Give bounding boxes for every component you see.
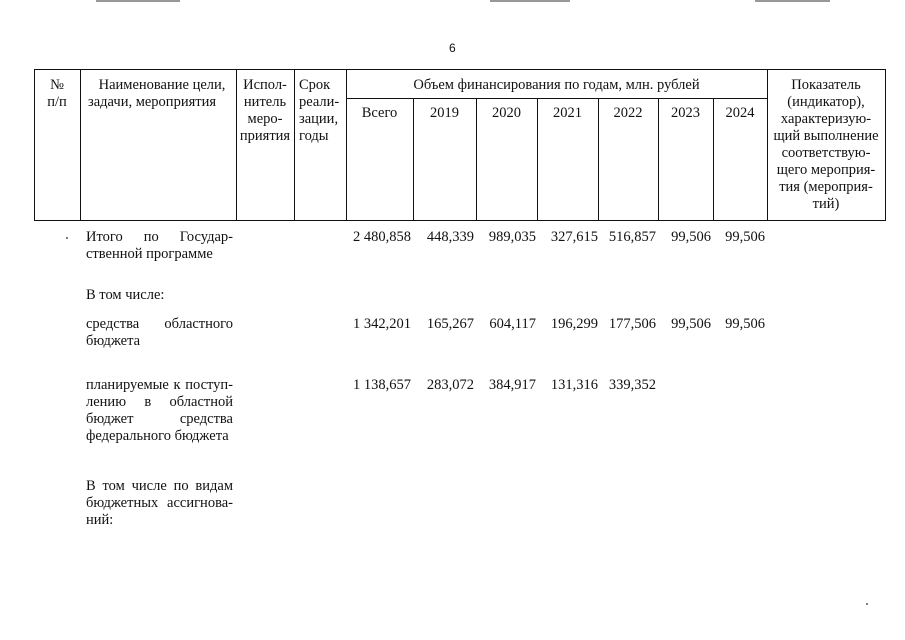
header-year-2023: 2023 xyxy=(671,105,700,121)
row-label-federal-budget: планируемые к поступ- лению в областной бюджет средства федерального бюджета xyxy=(86,377,233,444)
page-number: 6 xyxy=(449,41,456,55)
value-cell: 99,506 xyxy=(725,316,765,332)
scan-dot xyxy=(866,603,868,605)
value-cell: 327,615 xyxy=(550,229,598,245)
value-cell: 448,339 xyxy=(426,229,474,245)
value-cell: 516,857 xyxy=(608,229,656,245)
value-cell: 283,072 xyxy=(426,377,474,393)
value-cell: 989,035 xyxy=(488,229,536,245)
value-cell: 99,506 xyxy=(671,229,711,245)
value-cell: 131,316 xyxy=(550,377,598,393)
value-cell: 339,352 xyxy=(608,377,656,393)
header-year-2020: 2020 xyxy=(492,105,521,121)
value-cell: 1 342,201 xyxy=(353,316,411,332)
header-year-2021: 2021 xyxy=(553,105,582,121)
header-number: № п/п xyxy=(47,77,67,110)
row-label-including: В том числе: xyxy=(86,287,165,303)
value-cell: 99,506 xyxy=(725,229,765,245)
row-label-by-allocation-type: В том числе по видам бюджетных ассигнова- ний: xyxy=(86,478,233,528)
value-cell: 2 480,858 xyxy=(353,229,411,245)
header-year-2024: 2024 xyxy=(725,105,755,121)
value-cell: 165,267 xyxy=(426,316,474,332)
header-indicator: Показатель (индикатор), характеризую- щий выполнение соответствую- щего мероприя- тия (мероприя- тий) xyxy=(773,77,879,212)
value-cell: 384,917 xyxy=(488,377,536,393)
scan-artifact xyxy=(755,0,830,2)
row-label-total: Итого по Государ- ственной программе xyxy=(86,229,233,262)
header-term: Срок реали- зации, годы xyxy=(299,77,340,144)
header-funding: Объем финансирования по годам, млн. рублей xyxy=(413,77,700,93)
header-total: Всего xyxy=(361,105,398,121)
value-cell: 99,506 xyxy=(671,316,711,332)
value-cell: 1 138,657 xyxy=(353,377,411,393)
header-executor: Испол- нитель меро- приятия xyxy=(239,77,291,144)
row-label-regional-budget: средства областного бюджета xyxy=(86,316,233,349)
scan-artifact xyxy=(96,0,180,2)
header-year-2022: 2022 xyxy=(613,105,643,121)
value-cell: 196,299 xyxy=(550,316,598,332)
value-cell: 604,117 xyxy=(489,316,536,332)
value-cell: 177,506 xyxy=(608,316,656,332)
header-name: Наименование цели, задачи, мероприятия xyxy=(88,77,226,110)
header-year-2019: 2019 xyxy=(430,105,459,121)
scan-artifact xyxy=(490,0,570,2)
scan-dot xyxy=(66,237,68,239)
